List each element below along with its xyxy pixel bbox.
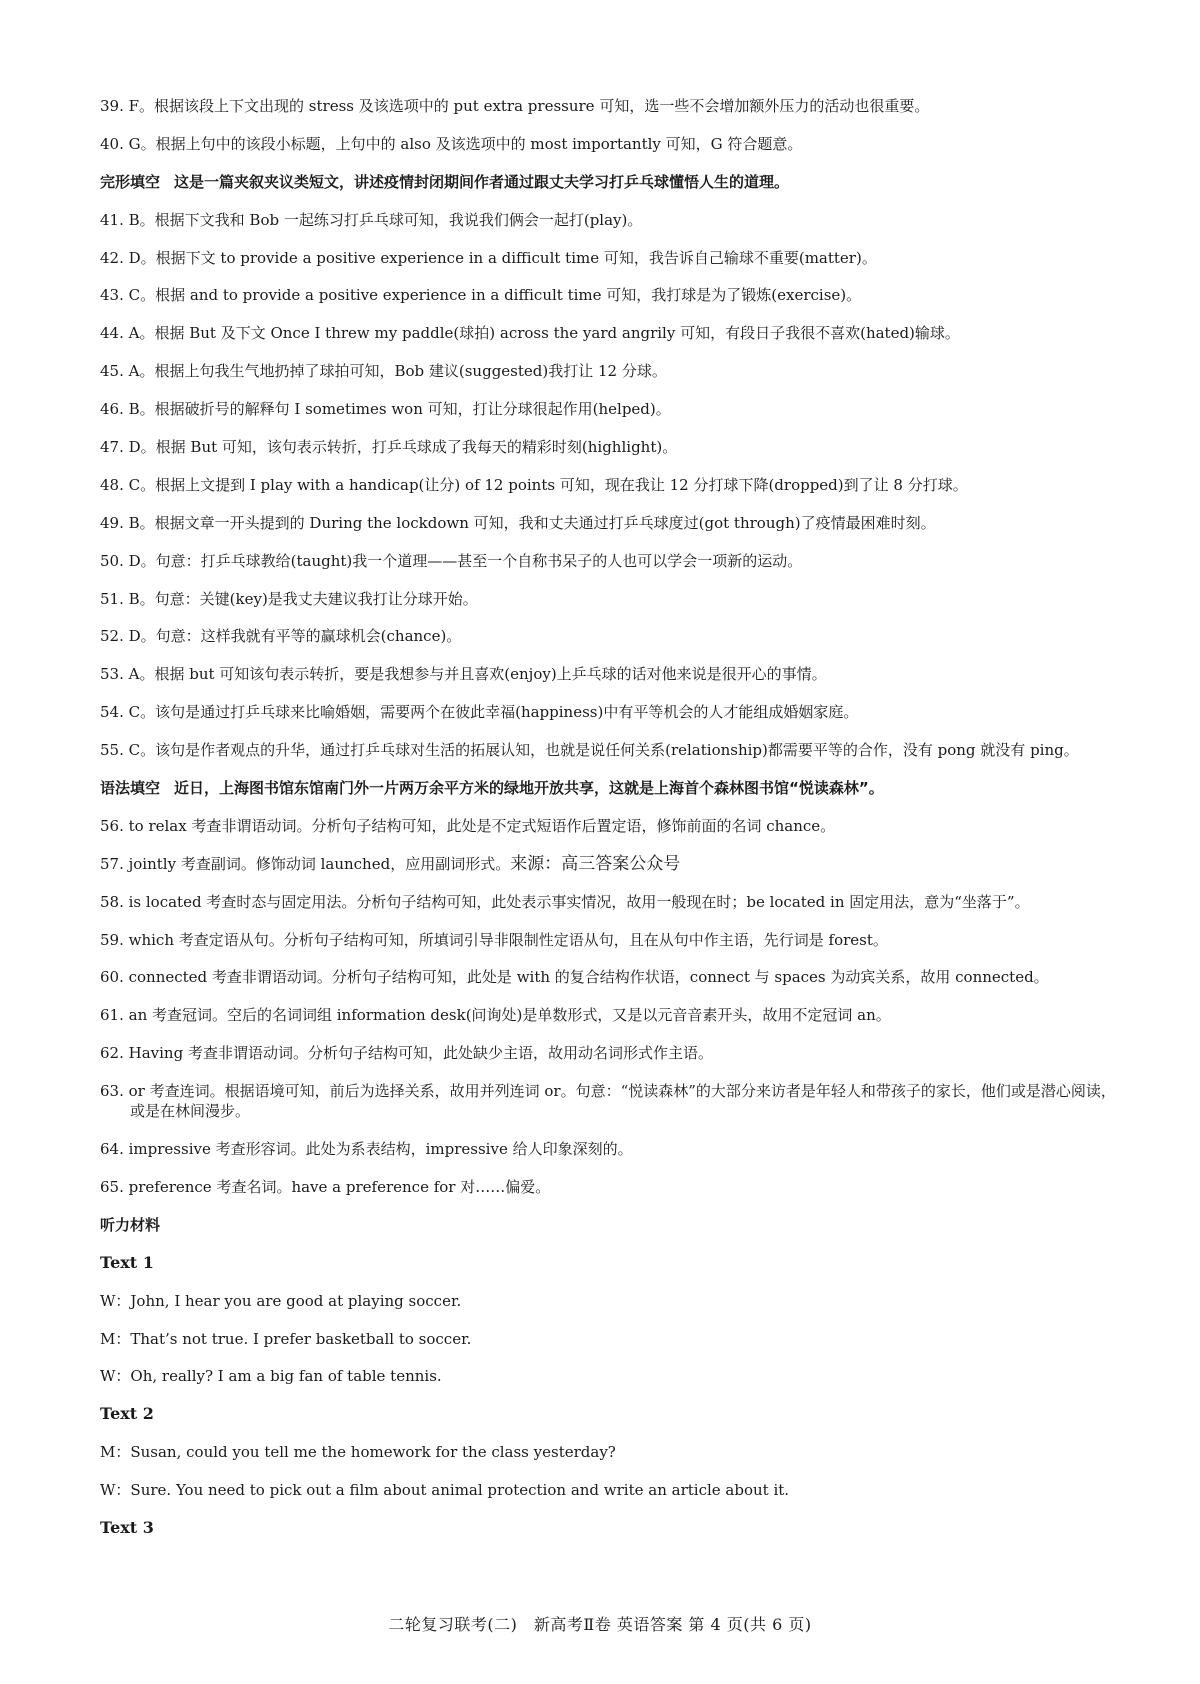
- answer-line-59: 59. which 考查定语从句。分析句子结构可知，所填词引导非限制性定语从句，且在从句中作主语，先行词是 forest。: [100, 930, 888, 949]
- cloze-section-label: 完形填空: [100, 172, 161, 191]
- answer-line-53: 53. A。根据 but 可知该句表示转折，要是我想参与并且喜欢(enjoy)上乒乓球的话对他来说是很开心的事情。: [100, 665, 827, 684]
- dialogue-line: M：That’s not true. I prefer basketball to soccer.: [100, 1329, 472, 1348]
- grammar-section-description: 近日，上海图书馆东馆南门外一片两万余平方米的绿地开放共享，这就是上海首个森林图书馆“悦读森林”。: [174, 779, 884, 798]
- page-footer: 二轮复习联考(二) 新高考Ⅱ卷 英语答案 第 4 页(共 6 页): [388, 1615, 812, 1634]
- answer-line-41: 41. B。根据下文我和 Bob 一起练习打乒乓球可知，我说我们俩会一起打(play)。: [100, 210, 643, 229]
- text-1-heading: Text 1: [100, 1252, 154, 1272]
- answer-line-39: 39. F。根据该段上下文出现的 stress 及该选项中的 put extra pressure 可知，选一些不会增加额外压力的活动也很重要。: [100, 97, 930, 115]
- cloze-section-heading: [100, 172, 1120, 210]
- answer-line-57-text: 57. jointly 考查副词。修饰动词 launched，应用副词形式。: [100, 854, 511, 873]
- answer-line-55: 55. C。该句是作者观点的升华，通过打乒乓球对生活的拓展认知，也就是说任何关系(relationship)都需要平等的合作，没有 pong 就没有 ping。: [100, 741, 1079, 760]
- answer-line-42: 42. D。根据下文 to provide a positive experience in a difficult time 可知，我告诉自己输球不重要(matter)。: [100, 248, 877, 267]
- dialogue-line: W：John, I hear you are good at playing soccer.: [100, 1291, 462, 1310]
- answer-line-49: 49. B。根据文章一开头提到的 During the lockdown 可知，我和丈夫通过打乒乓球度过(got through)了疫情最困难时刻。: [100, 513, 936, 532]
- answer-line-63: 63. or 考查连词。根据语境可知，前后为选择关系，故用并列连词 or。句意：“悦读森林”的大部分来访者是年轻人和带孩子的家长，他们或是潜心阅读，或是在林间漫步。: [100, 1082, 1116, 1121]
- answer-line-60: 60. connected 考查非谓语动词。分析句子结构可知，此处是 with 的复合结构作状语，connect 与 spaces 为动宾关系，故用 connected。: [100, 968, 1049, 987]
- text-2-heading: Text 2: [100, 1404, 154, 1424]
- dialogue-line: W：Oh, really? I am a big fan of table tennis.: [100, 1367, 442, 1386]
- answer-line-44: 44. A。根据 But 及下文 Once I threw my paddle(球拍) across the yard angrily 可知，有段日子我很不喜欢(hated)输球。: [100, 324, 960, 343]
- answer-content: [100, 96, 1120, 1556]
- grammar-section-label: 语法填空: [100, 779, 161, 798]
- answer-line-51: 51. B。句意：关键(key)是我丈夫建议我打让分球开始。: [100, 589, 478, 608]
- answer-line-61: 61. an 考查冠词。空后的名词词组 information desk(问询处)是单数形式，又是以元音音素开头，故用不定冠词 an。: [100, 1006, 891, 1025]
- answer-line-45: 45. A。根据上句我生气地扔掉了球拍可知，Bob 建议(suggested)我打让 12 分球。: [100, 362, 667, 381]
- dialogue-line: M：Susan, could you tell me the homework for the class yesterday?: [100, 1443, 616, 1462]
- answer-line-56: 56. to relax 考查非谓语动词。分析句子结构可知，此处是不定式短语作后置定语，修饰前面的名词 chance。: [100, 816, 836, 835]
- listening-title: 听力材料: [100, 1215, 161, 1234]
- grammar-section-heading: [100, 778, 1120, 816]
- answer-line-40: 40. G。根据上句中的该段小标题，上句中的 also 及该选项中的 most importantly 可知，G 符合题意。: [100, 134, 803, 153]
- answer-line-57: [100, 854, 1120, 892]
- answer-line-48: 48. C。根据上文提到 I play with a handicap(让分) of 12 points 可知，现在我让 12 分打球下降(dropped)到了让 8 分打球。: [100, 475, 968, 494]
- text-3-heading: Text 3: [100, 1517, 154, 1537]
- answer-line-50: 50. D。句意：打乒乓球教给(taught)我一个道理——甚至一个自称书呆子的人也可以学会一项新的运动。: [100, 551, 803, 570]
- answer-line-47: 47. D。根据 But 可知，该句表示转折，打乒乓球成了我每天的精彩时刻(highlight)。: [100, 438, 678, 457]
- answer-line-43: 43. C。根据 and to provide a positive experience in a difficult time 可知，我打球是为了锻炼(exercise)。: [100, 286, 862, 305]
- answer-line-54: 54. C。该句是通过打乒乓球来比喻婚姻，需要两个在彼此幸福(happiness)中有平等机会的人才能组成婚姻家庭。: [100, 703, 859, 722]
- answer-line-58: 58. is located 考查时态与固定用法。分析句子结构可知，此处表示事实情况，故用一般现在时；be located in 固定用法，意为“坐落于”。: [100, 892, 1030, 911]
- answer-line-52: 52. D。句意：这样我就有平等的赢球机会(chance)。: [100, 627, 462, 646]
- answer-line-64: 64. impressive 考查形容词。此处为系表结构，impressive 给人印象深刻的。: [100, 1140, 633, 1159]
- cloze-section-description: 这是一篇夹叙夹议类短文，讲述疫情封闭期间作者通过跟丈夫学习打乒乓球懂悟人生的道理。: [174, 172, 790, 191]
- answer-line-65: 65. preference 考查名词。have a preference for 对……偏爱。: [100, 1177, 551, 1196]
- answer-line-46: 46. B。根据破折号的解释句 I sometimes won 可知，打让分球很起作用(helped)。: [100, 400, 671, 419]
- answer-line-62: 62. Having 考查非谓语动词。分析句子结构可知，此处缺少主语，故用动名词形式作主语。: [100, 1044, 713, 1063]
- dialogue-line: W：Sure. You need to pick out a film about animal protection and write an article about it.: [100, 1481, 790, 1500]
- source-note: 来源：高三答案公众号: [510, 853, 681, 874]
